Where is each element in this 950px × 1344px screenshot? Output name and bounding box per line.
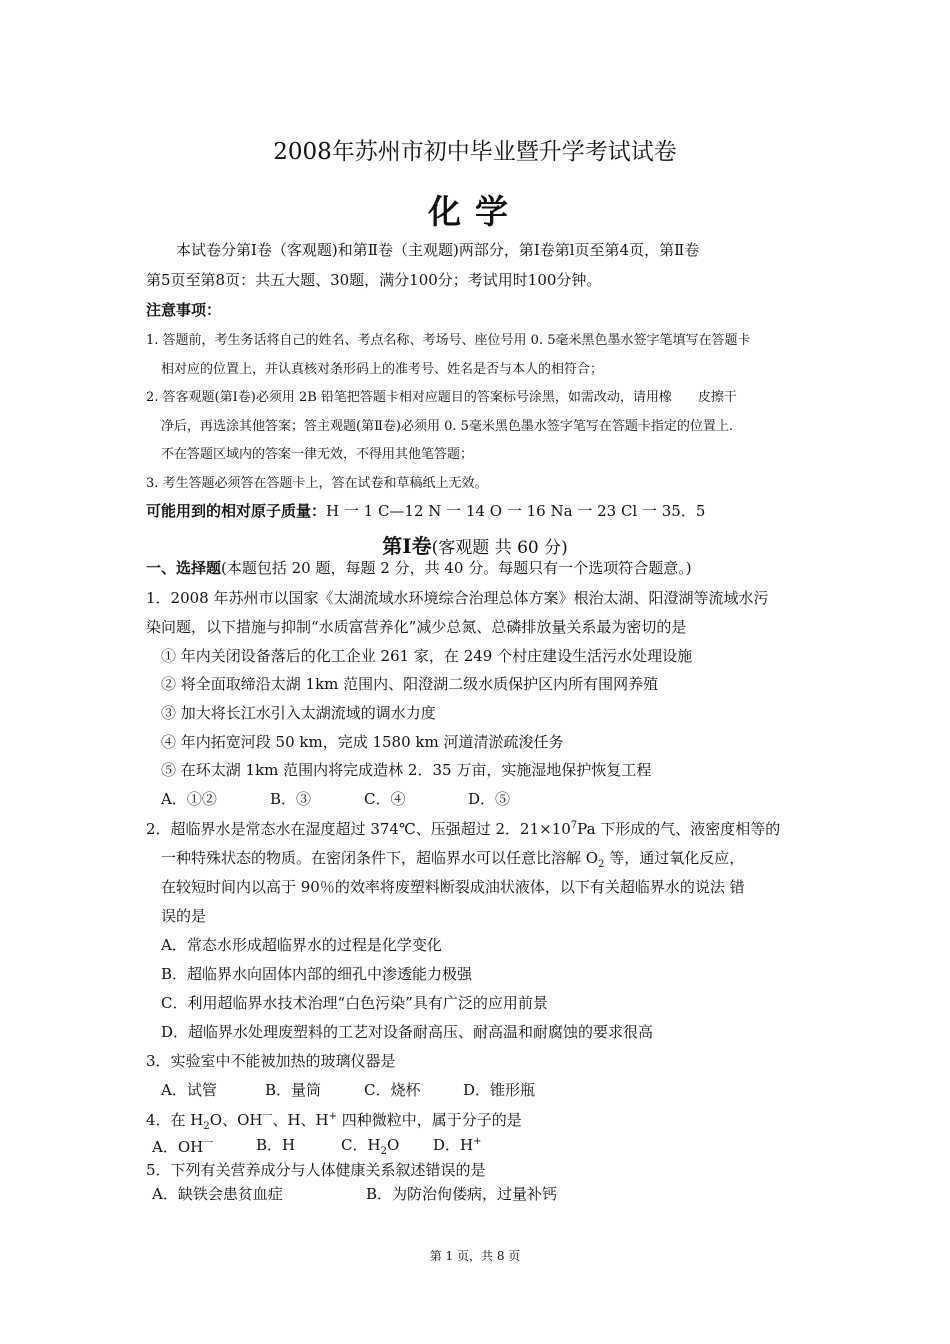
note-line: 1. 答题前，考生务话将自己的姓名、考点名称、考场号、座位号用 0. 5毫米黑色墨水签字笔填写在答题卡 bbox=[146, 333, 751, 348]
q1-item: ① 年内关闭设备落后的化工企业 261 家，在 249 个村庄建设生活污水处理设施 bbox=[161, 647, 693, 665]
q4-subscript: 2 bbox=[203, 1121, 210, 1132]
q1-stem-line-1: 1．2008 年苏州市以国家《太湖流域水环境综合治理总体方案》根治太湖、阳澄湖等流域水污 bbox=[146, 589, 769, 607]
q4-text: 4．在 H bbox=[146, 1111, 204, 1129]
notes-heading: 注意事项： bbox=[146, 301, 222, 319]
q4-superscript: 一 bbox=[262, 1111, 273, 1122]
exam-title: 2008年苏州市初中毕业暨升学考试试卷 bbox=[273, 139, 677, 165]
atomic-mass-line bbox=[146, 500, 705, 521]
section-1-desc: (客观题 共 60 分) bbox=[431, 538, 568, 558]
q1-option-b: B．③ bbox=[270, 790, 312, 808]
q2-option-c: C．利用超临界水技术治理“白色污染”具有广泛的应用前景 bbox=[161, 994, 548, 1012]
q2-subscript: 2 bbox=[598, 859, 605, 870]
q3-stem: 3．实验室中不能被加热的玻璃仪器是 bbox=[146, 1052, 396, 1070]
q4-superscript: + bbox=[473, 1136, 482, 1147]
q4-option-text: O bbox=[386, 1136, 400, 1154]
q4-option-text: C．H bbox=[341, 1136, 381, 1154]
q4-option-text: A．OH bbox=[152, 1138, 204, 1156]
q4-text: O、OH bbox=[209, 1111, 263, 1129]
q1-option-c: C．④ bbox=[364, 790, 406, 808]
q2-text: 一种特殊状态的物质。在密闭条件下，超临界水可以任意比溶解 O bbox=[161, 849, 599, 867]
q1-item: ⑤ 在环太湖 1km 范围内将完成造林 2．35 万亩，实施湿地保护恢复工程 bbox=[161, 761, 652, 779]
q4-text: 、H、H bbox=[272, 1111, 329, 1129]
q4-text: 四种微粒中，属于分子的是 bbox=[337, 1111, 522, 1129]
q1-option-d: D．⑤ bbox=[468, 790, 511, 808]
q4-option-c bbox=[341, 1134, 399, 1157]
section-1-label: 第Ⅰ卷 bbox=[382, 534, 432, 558]
q2-text: 2．超临界水是常态水在湿度超过 374℃、压强超过 2．21×10 bbox=[146, 820, 571, 838]
intro-line-1: 本试卷分第Ⅰ卷（客观题)和第Ⅱ卷（主观题)两部分，第Ⅰ卷第l页至第4页，第Ⅱ卷 bbox=[176, 241, 700, 259]
part-1-heading bbox=[146, 557, 692, 578]
q3-option-a: A．试管 bbox=[161, 1081, 217, 1099]
q2-option-b: B．超临界水向固体内部的细孔中渗透能力极强 bbox=[161, 965, 473, 983]
q4-option-text: D．H bbox=[433, 1136, 474, 1154]
part-1-desc: (本题包括 20 题，每题 2 分，共 40 分。每题只有一个选项符合题意。) bbox=[221, 559, 692, 577]
q4-option-b: B．H bbox=[256, 1136, 296, 1154]
q3-option-c: C．烧杯 bbox=[364, 1081, 421, 1099]
atomic-mass-values: H 一 1 C—12 N 一 14 O 一 16 Na 一 23 Cl 一 35．5 bbox=[326, 502, 706, 520]
q2-text: Pa 下形成的气、液密度相等的 bbox=[577, 820, 781, 838]
q2-stem-line-4: 误的是 bbox=[161, 907, 207, 925]
q5-stem: 5．下列有关营养成分与人体健康关系叙述错误的是 bbox=[146, 1161, 486, 1179]
note-line: 3. 考生答题必须答在答题卡上，答在试卷和草稿纸上无效。 bbox=[146, 476, 488, 491]
q1-stem-line-2: 染问题，以下措施与抑制“水质富营养化”减少总氮、总磷排放量关系最为密切的是 bbox=[146, 618, 687, 636]
q2-stem-line-1 bbox=[146, 818, 780, 839]
q3-option-d: D．锥形瓶 bbox=[463, 1081, 536, 1099]
q4-stem bbox=[146, 1107, 522, 1132]
page-number: 第 1 页，共 8 页 bbox=[429, 1249, 521, 1263]
q4-option-d bbox=[433, 1134, 482, 1155]
q4-superscript: 一 bbox=[203, 1138, 214, 1149]
note-line: 净后，再选涂其他答案；答主观题(第Ⅱ卷)必须用 0. 5毫米黑色墨水签字笔写在答题卡指定的位置上. bbox=[161, 419, 734, 434]
q2-stem-line-2 bbox=[161, 847, 744, 870]
subject-title: 化学 bbox=[428, 192, 522, 231]
q4-superscript: + bbox=[328, 1111, 338, 1122]
note-line: 不在答题区域内的答案一律无效，不得用其他笔答题； bbox=[161, 447, 474, 462]
atomic-mass-label: 可能用到的相对原子质量： bbox=[146, 502, 327, 520]
q2-option-a: A．常态水形成超临界水的过程是化学变化 bbox=[161, 936, 442, 954]
q3-option-b: B．量筒 bbox=[265, 1081, 322, 1099]
note-line: 相对应的位置上，并认真核对条形码上的准考号、姓名是否与本人的相符合； bbox=[161, 362, 604, 377]
q4-option-a bbox=[152, 1134, 213, 1157]
q2-option-d: D．超临界水处理废塑料的工艺对设备耐高压、耐高温和耐腐蚀的要求很高 bbox=[161, 1023, 654, 1041]
q4-subscript: 2 bbox=[380, 1146, 387, 1157]
q1-item: ② 将全面取缔沿太湖 1km 范围内、阳澄湖二级水质保护区内所有围网养殖 bbox=[161, 675, 659, 693]
q5-option-b: B．为防治佝偻病，过量补钙 bbox=[366, 1185, 558, 1203]
section-1-title bbox=[0, 530, 950, 559]
q5-option-a: A．缺铁会患贫血症 bbox=[152, 1185, 283, 1203]
note-line: 2. 答客观题(第Ⅰ卷)必须用 2B 铅笔把答题卡相对应题目的答案标号涂黑，如需改动，请用橡 皮擦干 bbox=[146, 390, 737, 405]
q1-option-a: A．①② bbox=[161, 790, 217, 808]
q2-text: 等，通过氧化反应， bbox=[604, 849, 745, 867]
part-1-label: 一、选择题 bbox=[146, 559, 222, 577]
q2-exponent: 7 bbox=[570, 820, 578, 831]
q1-item: ③ 加大将长江水引入太湖流域的调水力度 bbox=[161, 704, 436, 722]
q2-stem-line-3: 在较短时间内以高于 90％的效率将废塑料断裂成油状液体，以下有关超临界水的说法 错 bbox=[161, 878, 745, 896]
intro-line-2: 第5页至第8页：共五大题、30题，满分100分；考试用时100分钟。 bbox=[146, 271, 602, 289]
q1-item: ④ 年内拓宽河段 50 km，完成 1580 km 河道清淤疏浚任务 bbox=[161, 733, 564, 751]
